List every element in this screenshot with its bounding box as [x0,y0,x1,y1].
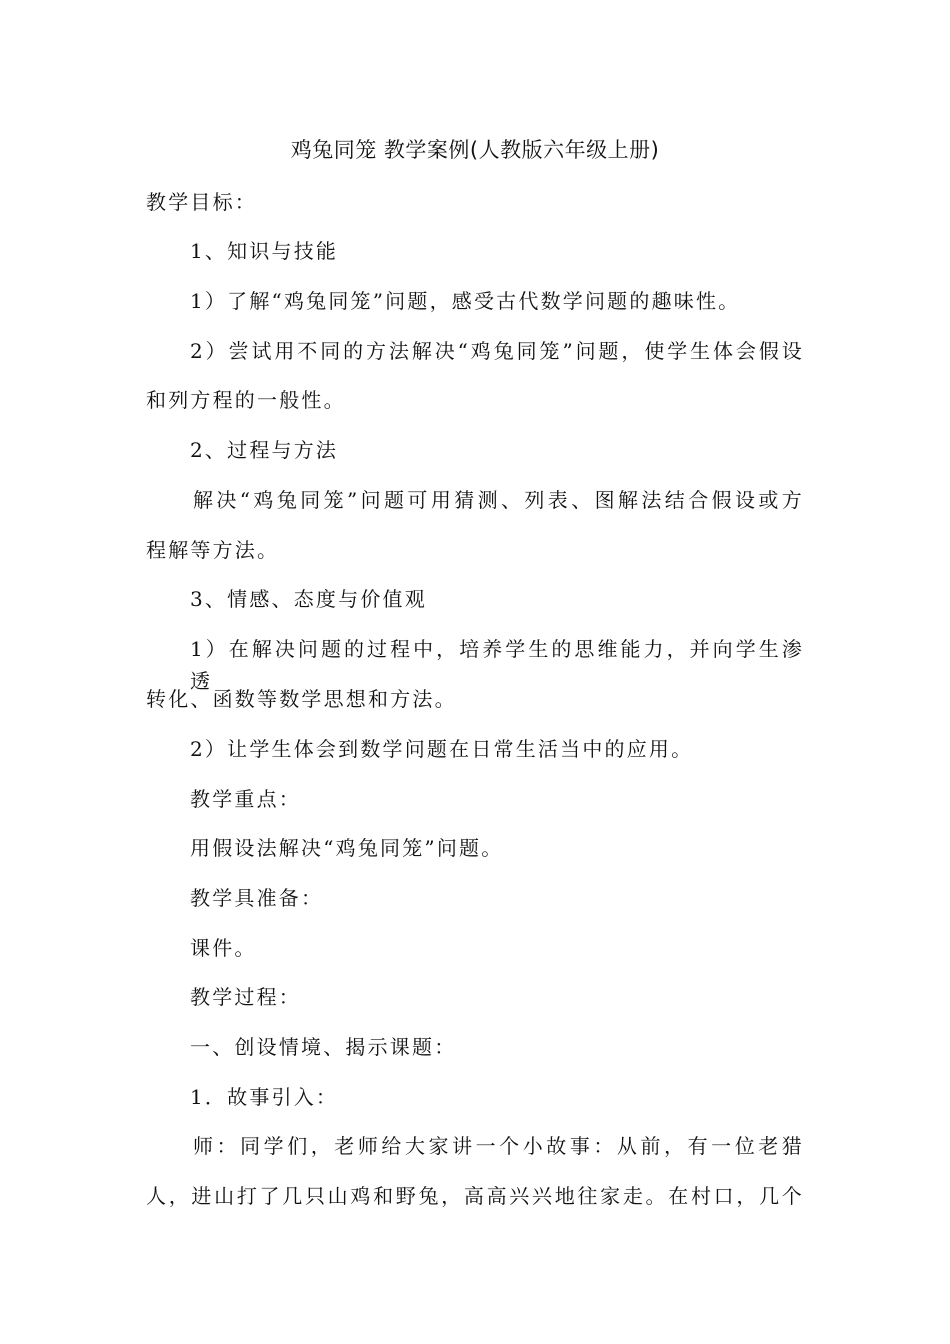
subheading-emotion-values: 3、情感、态度与价值观 [190,587,427,611]
heading-teaching-materials: 教学具准备： [190,886,324,910]
paragraph-line: 1）了解“鸡兔同笼”问题，感受古代数学问题的趣味性。 [190,289,741,313]
subheading-scenario: 一、创设情境、揭示课题： [190,1035,457,1059]
paragraph-line: 人，进山打了几只山鸡和野兔，高高兴兴地往家走。在村口，几个 [146,1184,804,1208]
paragraph-line: 课件。 [190,936,257,960]
heading-teaching-goals: 教学目标： [146,190,257,214]
heading-teaching-process: 教学过程： [190,985,301,1009]
subheading-process-methods: 2、过程与方法 [190,438,339,462]
paragraph-line: 解决“鸡兔同笼”问题可用猜测、列表、图解法结合假设或方 [193,488,804,512]
paragraph-line: 师：同学们，老师给大家讲一个小故事：从前，有一位老猎 [193,1134,804,1158]
paragraph-line: 用假设法解决“鸡兔同笼”问题。 [190,836,504,860]
paragraph-line: 2）让学生体会到数学问题在日常生活当中的应用。 [190,737,694,761]
subheading-knowledge-skills: 1、知识与技能 [190,239,339,263]
subheading-story-intro: 1．故事引入： [190,1085,339,1109]
paragraph-line: 2）尝试用不同的方法解决“鸡兔同笼”问题，使学生体会假设 [190,339,804,363]
paragraph-line: 转化、函数等数学思想和方法。 [146,687,457,711]
document-title: 鸡兔同笼 教学案例(人教版六年级上册) [290,138,660,162]
paragraph-line: 和列方程的一般性。 [146,388,346,412]
paragraph-line: 1）在解决问题的过程中，培养学生的思维能力，并向学生渗透 [190,637,804,693]
paragraph-line: 程解等方法。 [146,538,280,562]
heading-teaching-focus: 教学重点： [190,787,301,811]
